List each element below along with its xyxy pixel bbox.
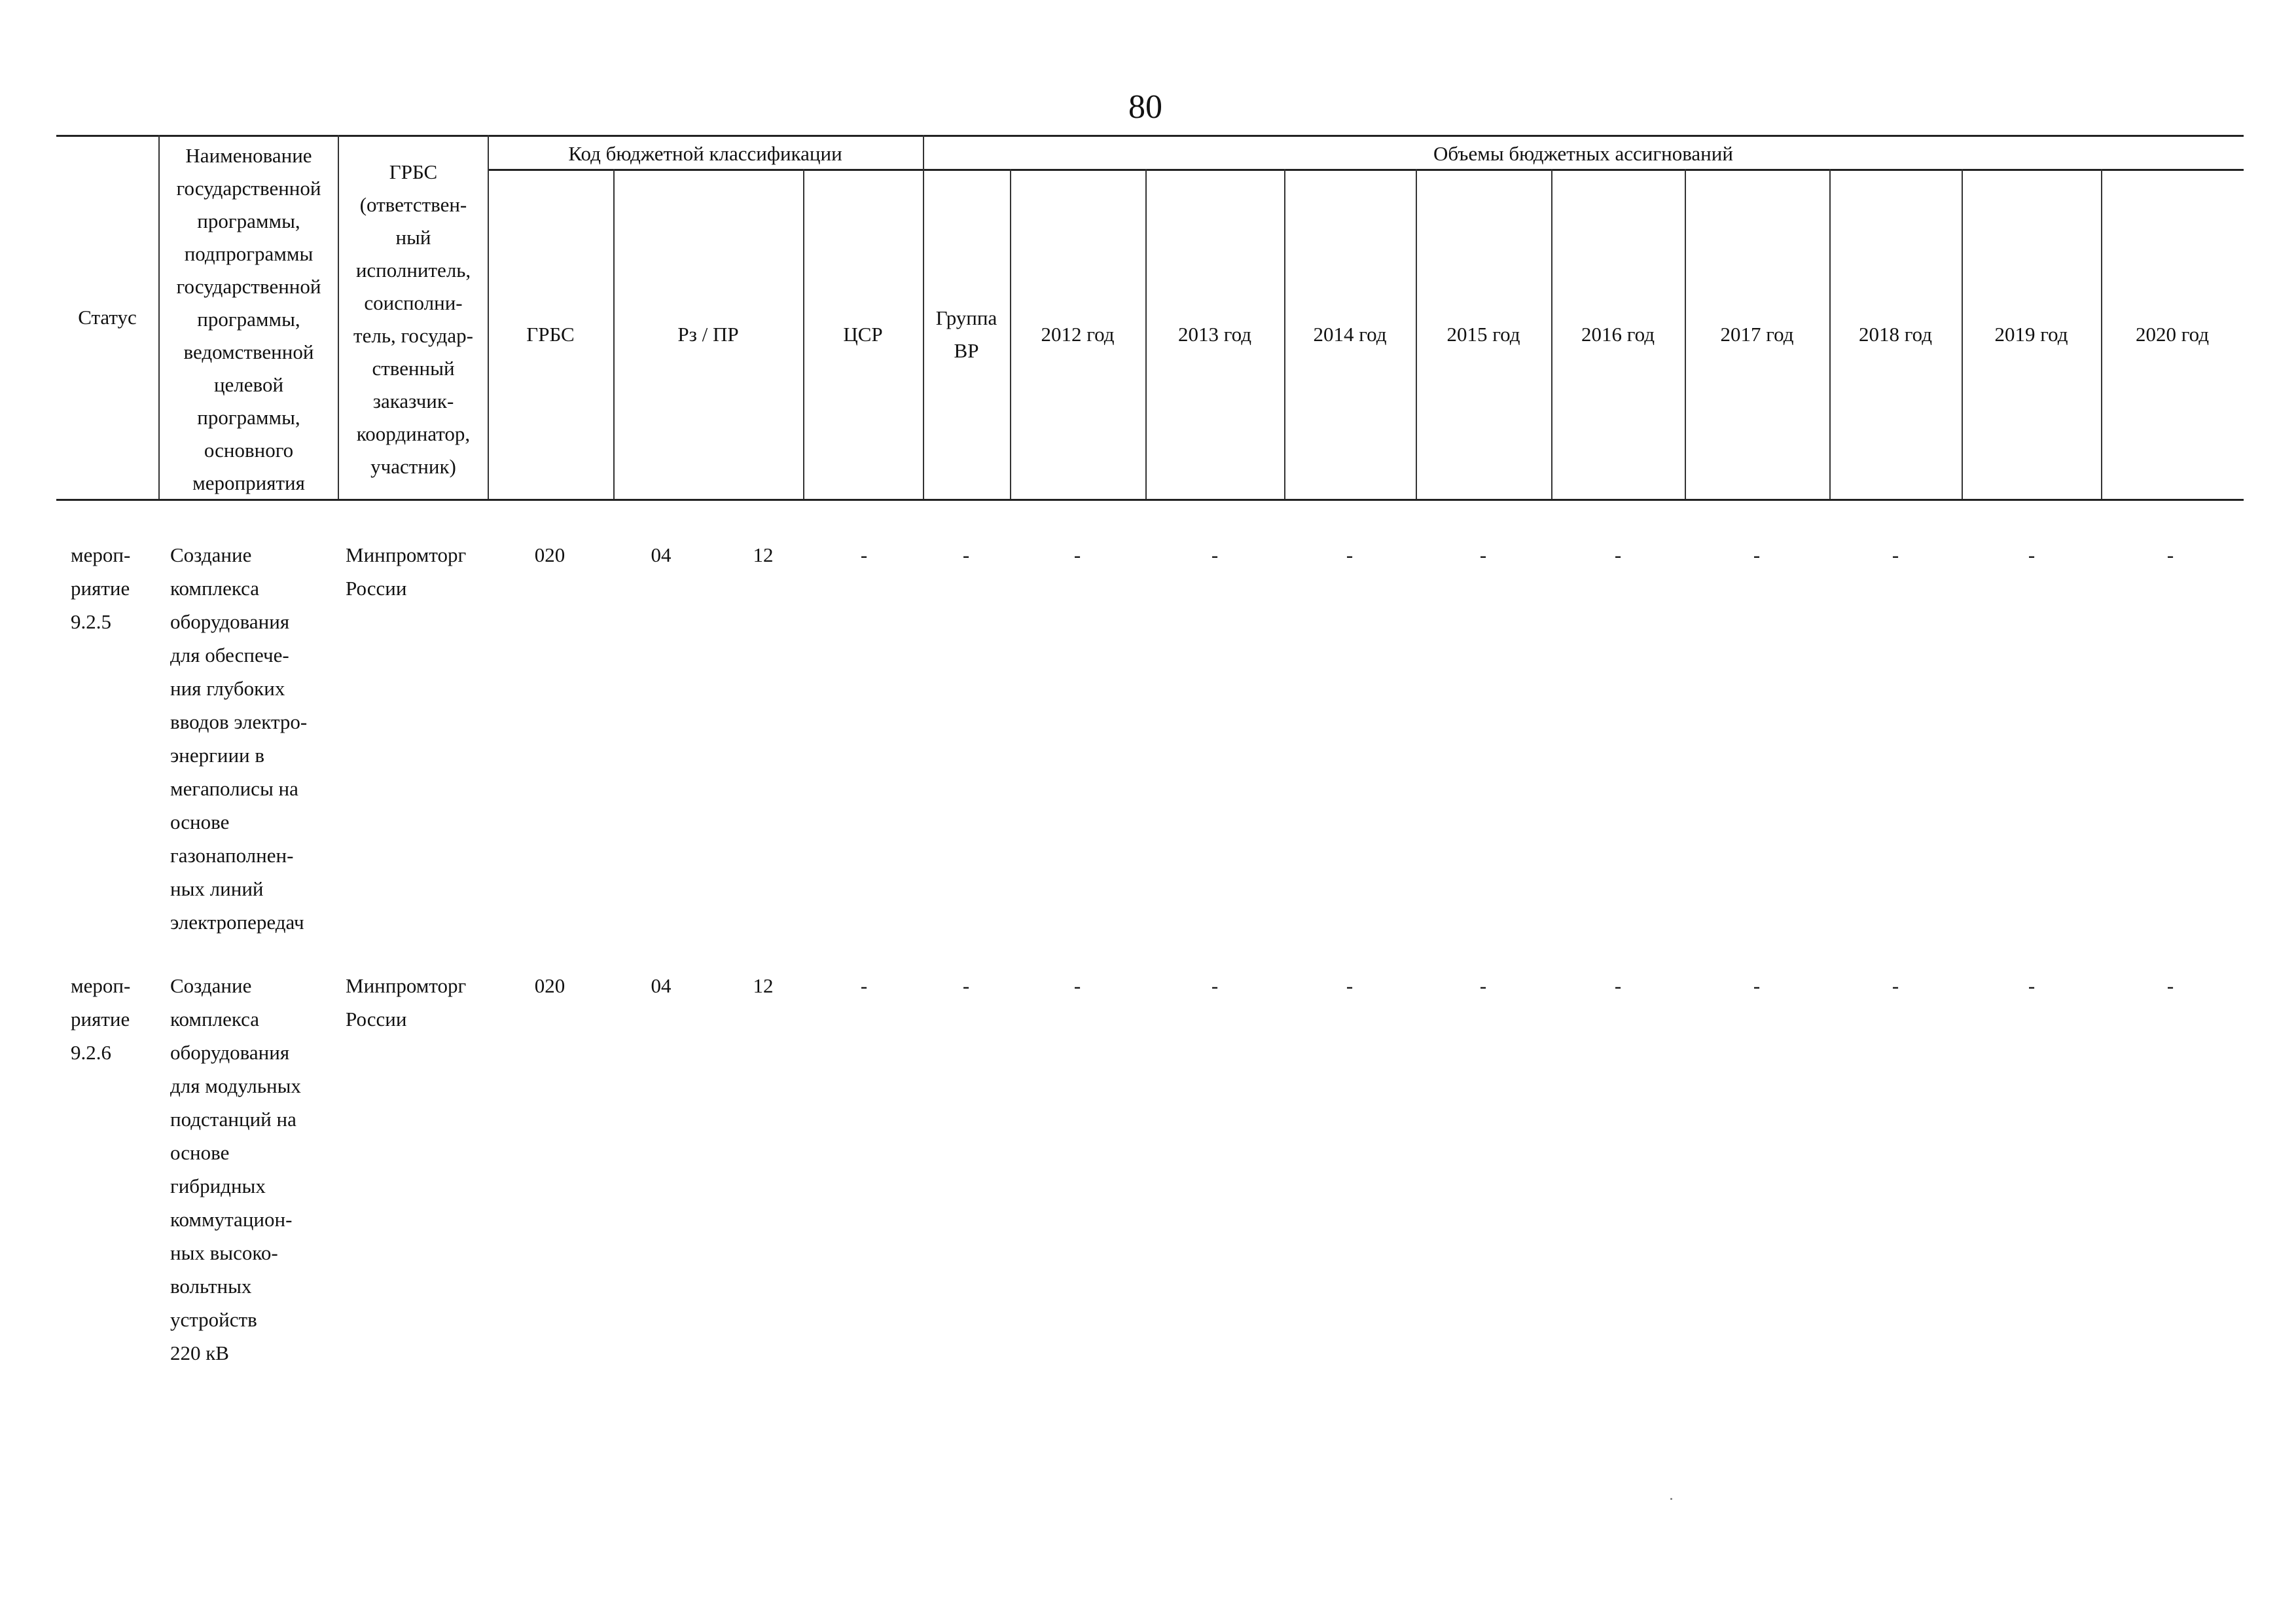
row-value-2016: - xyxy=(1614,543,1622,566)
header-grbs-responsible: ГРБС (ответствен- ный исполнитель, соисполни- тель, государ- ственный заказчик- координатор, участник) xyxy=(353,160,473,478)
row-pr: 12 xyxy=(753,974,774,997)
header-group-vr: Группа ВР xyxy=(935,306,997,362)
row-executor: Минпромторг России xyxy=(346,543,467,600)
row-value-2012: - xyxy=(1073,543,1081,566)
header-budget-volume-group: Объемы бюджетных ассигнований xyxy=(1433,142,1733,165)
header-year-2015: 2015 год xyxy=(1446,323,1520,346)
row-value-2014: - xyxy=(1346,543,1354,566)
row-value-2017: - xyxy=(1753,543,1761,566)
row-value-2014: - xyxy=(1346,974,1354,997)
row-value-2015: - xyxy=(1479,543,1487,566)
row-value-2019: - xyxy=(2028,543,2036,566)
row-value-2013: - xyxy=(1211,974,1219,997)
header-status: Статус xyxy=(78,306,137,329)
row-value-2018: - xyxy=(1892,543,1899,566)
row-vr: - xyxy=(962,974,970,997)
row-value-2017: - xyxy=(1753,974,1761,997)
header-year-2020: 2020 год xyxy=(2135,323,2210,346)
header-grbs: ГРБС xyxy=(526,323,575,346)
header-program-name: Наименование государственной программы, подпрограммы государственной программы, ведомственной целевой программы, основного мероприятия xyxy=(176,144,321,494)
row-value-2015: - xyxy=(1479,974,1487,997)
header-year-2018: 2018 год xyxy=(1858,323,1933,346)
row-value-2019: - xyxy=(2028,974,2036,997)
header-rz-pr: Рз / ПР xyxy=(677,323,739,346)
row-value-2020: - xyxy=(2166,974,2174,997)
header-year-2016: 2016 год xyxy=(1581,323,1655,346)
row-value-2013: - xyxy=(1211,543,1219,566)
header-bottom-rule xyxy=(56,499,2244,501)
row-csr: - xyxy=(860,974,868,997)
row-status: мероп- риятие 9.2.5 xyxy=(71,543,131,633)
row-grbs: 020 xyxy=(534,543,565,566)
scan-speck xyxy=(1670,1498,1672,1500)
header-year-2017: 2017 год xyxy=(1720,323,1794,346)
header-budget-code-group: Код бюджетной классификации xyxy=(568,142,842,165)
row-value-2020: - xyxy=(2166,543,2174,566)
header-year-2013: 2013 год xyxy=(1177,323,1252,346)
header-year-2012: 2012 год xyxy=(1041,323,1115,346)
row-rz: 04 xyxy=(651,543,672,566)
header-year-2019: 2019 год xyxy=(1994,323,2068,346)
row-grbs: 020 xyxy=(534,974,565,997)
row-name: Создание комплекса оборудования для обеспече- ния глубоких вводов электро- энергиии в мегаполисы на основе газонаполнен- ных линий электропередач xyxy=(170,543,308,934)
row-vr: - xyxy=(962,543,970,566)
row-executor: Минпромторг России xyxy=(346,974,467,1030)
row-status: мероп- риятие 9.2.6 xyxy=(71,974,131,1064)
header-top-rule xyxy=(56,135,2244,137)
page-number: 80 xyxy=(1128,88,1162,126)
row-rz: 04 xyxy=(651,974,672,997)
row-value-2016: - xyxy=(1614,974,1622,997)
header-csr: ЦСР xyxy=(843,323,883,346)
row-pr: 12 xyxy=(753,543,774,566)
row-value-2018: - xyxy=(1892,974,1899,997)
header-year-2014: 2014 год xyxy=(1313,323,1387,346)
row-value-2012: - xyxy=(1073,974,1081,997)
row-csr: - xyxy=(860,543,868,566)
row-name: Создание комплекса оборудования для модульных подстанций на основе гибридных коммутацион- ных высоко- вольтных устройств 220 кВ xyxy=(170,974,301,1364)
